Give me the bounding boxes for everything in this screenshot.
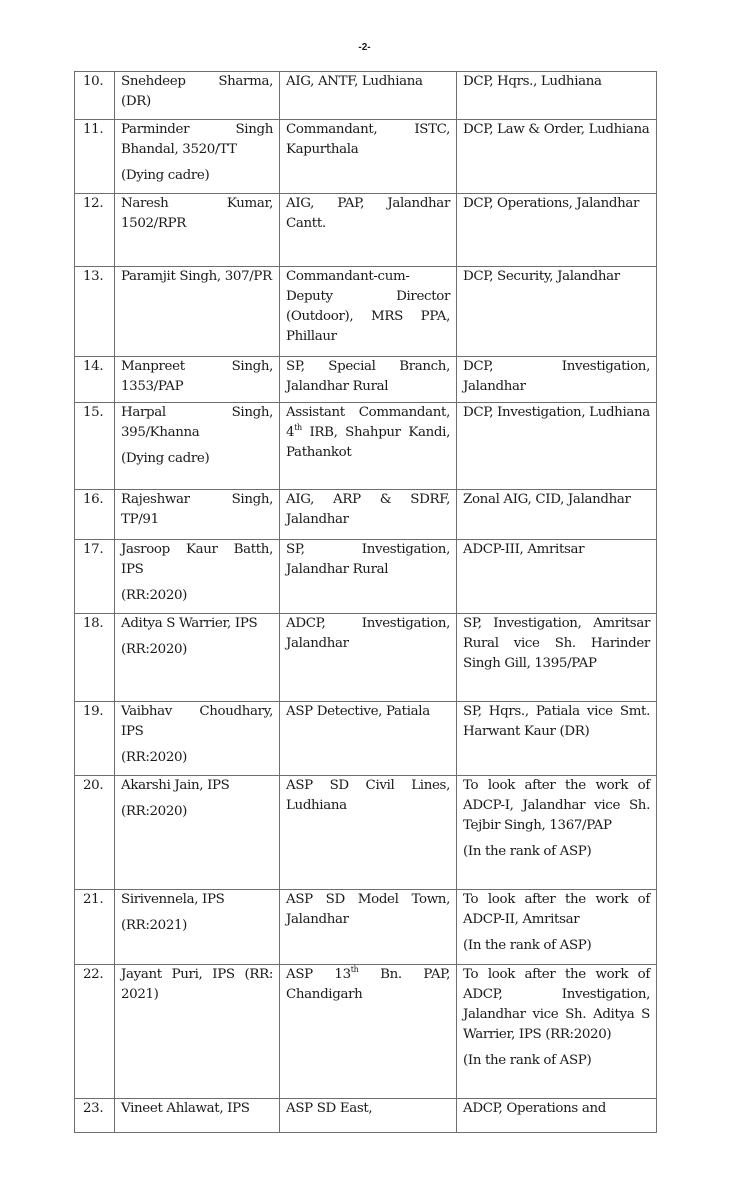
officer-name: Aditya S Warrier, IPS bbox=[121, 616, 258, 631]
present-posting-cell bbox=[280, 120, 457, 194]
present-posting: ASP SD Model Town, Jalandhar bbox=[286, 892, 450, 927]
new-posting-cell bbox=[457, 540, 657, 614]
serial-number-cell bbox=[75, 776, 115, 890]
present-posting-cell bbox=[280, 490, 457, 540]
present-posting-cell bbox=[280, 1099, 457, 1133]
officer-name: Rajeshwar Singh, TP/91 bbox=[121, 492, 273, 527]
new-posting: SP, Hqrs., Patiala vice Smt. Harwant Kaur (DR) bbox=[463, 704, 650, 739]
officer-name: Jasroop Kaur Batth, IPS bbox=[121, 542, 273, 577]
table-row bbox=[75, 890, 657, 965]
present-posting-cell bbox=[280, 357, 457, 403]
present-posting: ADCP, Investigation, Jalandhar bbox=[286, 616, 450, 651]
officer-name: Jayant Puri, IPS (RR: 2021) bbox=[121, 967, 273, 1002]
present-posting-cell bbox=[280, 776, 457, 890]
table-row bbox=[75, 1099, 657, 1133]
ordinal-suffix: th bbox=[350, 965, 359, 974]
serial-number-cell bbox=[75, 194, 115, 267]
new-posting: To look after the work of ADCP-II, Amritsar bbox=[463, 892, 650, 927]
present-posting: Commandant, ISTC, Kapurthala bbox=[286, 122, 450, 157]
serial-number: 18. bbox=[83, 616, 104, 631]
officer-note: (RR:2020) bbox=[121, 750, 188, 765]
officer-note: (RR:2020) bbox=[121, 804, 188, 819]
officer-name: Manpreet Singh, 1353/PAP bbox=[121, 359, 273, 394]
officer-name-cell bbox=[115, 890, 280, 965]
officer-note: (Dying cadre) bbox=[121, 168, 210, 183]
new-posting: DCP, Law & Order, Ludhiana bbox=[463, 122, 650, 137]
new-posting-cell bbox=[457, 702, 657, 776]
present-posting: Commandant-cum-Deputy Director (Outdoor), MRS PPA, Phillaur bbox=[286, 269, 450, 344]
officer-name-cell bbox=[115, 194, 280, 267]
officer-name: Harpal Singh, 395/Khanna bbox=[121, 405, 273, 440]
table-row bbox=[75, 194, 657, 267]
serial-number: 15. bbox=[83, 405, 104, 420]
new-posting: To look after the work of ADCP-I, Jalandhar vice Sh. Tejbir Singh, 1367/PAP bbox=[463, 778, 650, 833]
table-row bbox=[75, 357, 657, 403]
rank-note: (In the rank of ASP) bbox=[463, 938, 592, 953]
new-posting: Zonal AIG, CID, Jalandhar bbox=[463, 492, 631, 507]
present-posting: SP, Investigation, Jalandhar Rural bbox=[286, 542, 450, 577]
serial-number-cell bbox=[75, 490, 115, 540]
new-posting-cell bbox=[457, 490, 657, 540]
table-row bbox=[75, 72, 657, 120]
new-posting-cell bbox=[457, 267, 657, 357]
new-posting-cell bbox=[457, 72, 657, 120]
new-posting: DCP, Security, Jalandhar bbox=[463, 269, 620, 284]
officer-name: Parminder Singh Bhandal, 3520/TT bbox=[121, 122, 273, 157]
serial-number-cell bbox=[75, 614, 115, 702]
officer-name-cell bbox=[115, 702, 280, 776]
new-posting: DCP, Hqrs., Ludhiana bbox=[463, 74, 602, 89]
serial-number-cell bbox=[75, 1099, 115, 1133]
serial-number: 14. bbox=[83, 359, 104, 374]
serial-number: 11. bbox=[83, 122, 104, 137]
transfer-orders-table bbox=[74, 71, 657, 1133]
table-body bbox=[75, 72, 657, 1133]
present-posting: AIG, PAP, Jalandhar Cantt. bbox=[286, 196, 450, 231]
officer-name-cell bbox=[115, 490, 280, 540]
officer-name-cell bbox=[115, 403, 280, 490]
officer-name: Snehdeep Sharma, (DR) bbox=[121, 74, 273, 109]
new-posting: DCP, Investigation, Ludhiana bbox=[463, 405, 650, 420]
present-posting-cell bbox=[280, 540, 457, 614]
officer-name: Vaibhav Choudhary, IPS bbox=[121, 704, 273, 739]
serial-number: 12. bbox=[83, 196, 104, 211]
new-posting-cell bbox=[457, 614, 657, 702]
new-posting: DCP, Operations, Jalandhar bbox=[463, 196, 640, 211]
present-posting-cell bbox=[280, 403, 457, 490]
present-posting-cell bbox=[280, 194, 457, 267]
present-posting: Assistant Commandant, 4th IRB, Shahpur Kandi, Pathankot bbox=[286, 405, 450, 460]
present-posting-cell bbox=[280, 965, 457, 1099]
officer-note: (RR:2021) bbox=[121, 918, 188, 933]
table-row bbox=[75, 403, 657, 490]
present-posting: SP, Special Branch, Jalandhar Rural bbox=[286, 359, 450, 394]
officer-name-cell bbox=[115, 776, 280, 890]
serial-number-cell bbox=[75, 540, 115, 614]
rank-note: (In the rank of ASP) bbox=[463, 1053, 592, 1068]
serial-number: 20. bbox=[83, 778, 104, 793]
officer-name: Akarshi Jain, IPS bbox=[121, 778, 230, 793]
new-posting: ADCP, Operations and bbox=[463, 1101, 606, 1116]
new-posting-cell bbox=[457, 357, 657, 403]
new-posting-cell bbox=[457, 403, 657, 490]
present-posting-cell bbox=[280, 890, 457, 965]
ordinal-suffix: th bbox=[294, 423, 302, 432]
table-row bbox=[75, 267, 657, 357]
officer-note: (Dying cadre) bbox=[121, 451, 210, 466]
present-posting: AIG, ARP & SDRF, Jalandhar bbox=[286, 492, 450, 527]
new-posting-cell bbox=[457, 965, 657, 1099]
table-row bbox=[75, 965, 657, 1099]
table-row bbox=[75, 540, 657, 614]
serial-number: 10. bbox=[83, 74, 104, 89]
new-posting: To look after the work of ADCP, Investigation, Jalandhar vice Sh. Aditya S Warrier, IPS (RR:2020) bbox=[463, 967, 650, 1042]
officer-name-cell bbox=[115, 614, 280, 702]
serial-number-cell bbox=[75, 702, 115, 776]
new-posting-cell bbox=[457, 776, 657, 890]
new-posting-cell bbox=[457, 890, 657, 965]
new-posting: ADCP-III, Amritsar bbox=[463, 542, 585, 557]
present-posting-cell bbox=[280, 267, 457, 357]
officer-name-cell bbox=[115, 357, 280, 403]
officer-name: Sirivennela, IPS bbox=[121, 892, 225, 907]
officer-name-cell bbox=[115, 1099, 280, 1133]
serial-number-cell bbox=[75, 267, 115, 357]
officer-name: Vineet Ahlawat, IPS bbox=[121, 1101, 250, 1116]
present-posting: ASP 13th Bn. PAP, Chandigarh bbox=[286, 965, 450, 1002]
table-row bbox=[75, 614, 657, 702]
new-posting-cell bbox=[457, 194, 657, 267]
serial-number-cell bbox=[75, 890, 115, 965]
new-posting: SP, Investigation, Amritsar Rural vice Sh. Harinder Singh Gill, 1395/PAP bbox=[463, 616, 650, 671]
serial-number: 22. bbox=[83, 967, 104, 982]
officer-name-cell bbox=[115, 965, 280, 1099]
page-number: -2- bbox=[358, 42, 371, 53]
present-posting-cell bbox=[280, 72, 457, 120]
serial-number: 23. bbox=[83, 1101, 104, 1116]
serial-number: 16. bbox=[83, 492, 104, 507]
serial-number-cell bbox=[75, 120, 115, 194]
rank-note: (In the rank of ASP) bbox=[463, 844, 592, 859]
table-row bbox=[75, 702, 657, 776]
serial-number: 17. bbox=[83, 542, 104, 557]
officer-note: (RR:2020) bbox=[121, 642, 188, 657]
officer-name: Paramjit Singh, 307/PR bbox=[121, 269, 272, 284]
table-row bbox=[75, 776, 657, 890]
table-row bbox=[75, 490, 657, 540]
officer-name-cell bbox=[115, 267, 280, 357]
serial-number-cell bbox=[75, 403, 115, 490]
present-posting: ASP SD Civil Lines, Ludhiana bbox=[286, 778, 450, 813]
present-posting-cell bbox=[280, 702, 457, 776]
table-row bbox=[75, 120, 657, 194]
present-posting-cell bbox=[280, 614, 457, 702]
serial-number: 13. bbox=[83, 269, 104, 284]
serial-number-cell bbox=[75, 72, 115, 120]
officer-name-cell bbox=[115, 72, 280, 120]
serial-number-cell bbox=[75, 965, 115, 1099]
officer-name-cell bbox=[115, 120, 280, 194]
officer-name: Naresh Kumar, 1502/RPR bbox=[121, 196, 273, 231]
serial-number: 21. bbox=[83, 892, 104, 907]
officer-note: (RR:2020) bbox=[121, 588, 188, 603]
serial-number: 19. bbox=[83, 704, 104, 719]
new-posting-cell bbox=[457, 120, 657, 194]
present-posting: ASP SD East, bbox=[286, 1101, 373, 1116]
new-posting-cell bbox=[457, 1099, 657, 1133]
serial-number-cell bbox=[75, 357, 115, 403]
present-posting: ASP Detective, Patiala bbox=[286, 704, 430, 719]
present-posting: AIG, ANTF, Ludhiana bbox=[286, 74, 423, 89]
new-posting: DCP, Investigation, Jalandhar bbox=[463, 359, 650, 394]
officer-name-cell bbox=[115, 540, 280, 614]
